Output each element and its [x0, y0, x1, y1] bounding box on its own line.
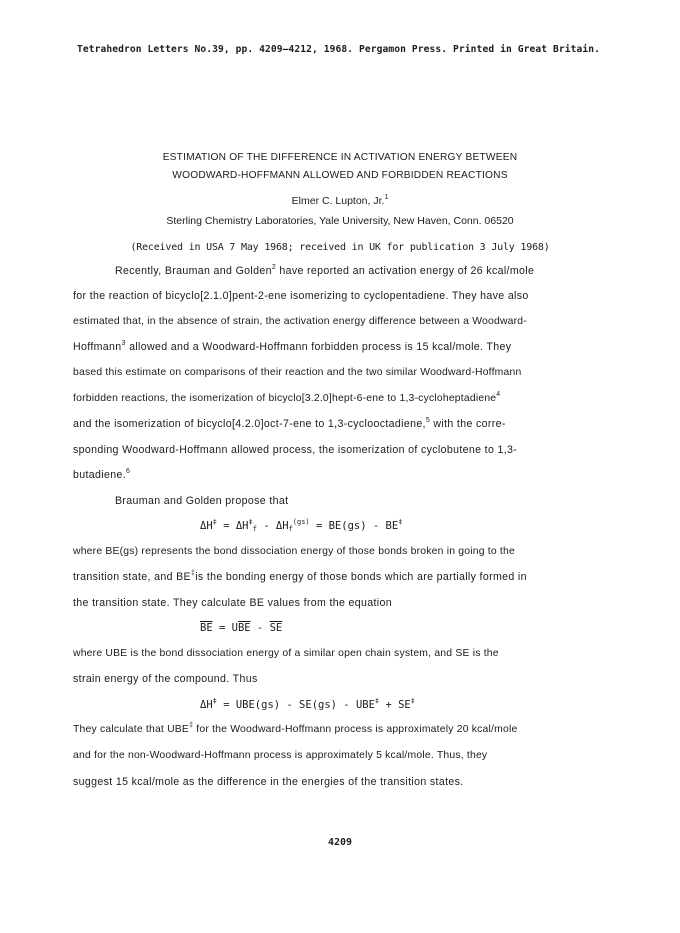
author-name: Elmer C. Lupton, Jr.$^1$	[291, 194, 389, 207]
paragraph-2-line-6: They calculate that UBE‡ for the Woodward-Hoffmann process is approximately 20 kcal/mole	[73, 722, 518, 735]
journal-citation-header: Tetrahedron Letters No.39, pp. 4209–4212, 1968. Pergamon Press. Printed in Great Britain.	[77, 44, 600, 55]
footnote-ref-4: 4	[496, 391, 501, 398]
paragraph-1-line-8: sponding Woodward-Hoffmann allowed process, the isomerization of cyclobutene to 1,3-	[73, 444, 518, 456]
received-dates: (Received in USA 7 May 1968; received in UK for publication 3 July 1968)	[130, 242, 550, 253]
paragraph-2-intro: Brauman and Golden propose that	[115, 495, 289, 507]
title-line-2: WOODWARD-HOFFMANN ALLOWED AND FORBIDDEN REACTIONS	[172, 170, 508, 181]
page-number: 4209	[327, 837, 353, 848]
footnote-ref-6: 6	[125, 468, 131, 475]
paragraph-1-line-4: Hoffmann$^3$ allowed and a Woodward-Hoffmann forbidden process is 15 kcal/mole. They	[73, 340, 512, 353]
equation-2: $\overline{BE} = U\overline{BE} - \overline{SE}$	[200, 622, 283, 634]
footnote-ref-3: 3	[121, 340, 126, 347]
paragraph-2-line-1: where BE(gs) represents the bond dissociation energy of those bonds broken in going to the	[73, 546, 515, 557]
paragraph-1-line-9: butadiene.$^6$	[73, 468, 131, 481]
equation-1: $\Delta H^\ddagger = \Delta H^\ddagger_f - \Delta H_f^{(gs)} = BE(gs) - BE^\ddagger$	[200, 518, 403, 533]
paragraph-2-line-4: where UBE is the bond dissociation energy of a similar open chain system, and SE is the	[73, 648, 499, 659]
paragraph-2-line-7: and for the non-Woodward-Hoffmann process is approximately 5 kcal/mole. Thus, they	[73, 750, 488, 761]
paragraph-2-line-8: suggest 15 kcal/mole as the difference in the energies of the transition states.	[73, 776, 464, 788]
footnote-ref-2: 2	[271, 264, 277, 271]
equation-3: ΔH‡ = UBE(gs) - SE(gs) - UBE‡ + SE‡	[200, 697, 415, 711]
paragraph-1-line-1: Recently, Brauman and Golden$^2$ have reported an activation energy of 26 kcal/mole	[115, 264, 535, 277]
paragraph-1-line-5: based this estimate on comparisons of their reaction and the two similar Woodward-Hoffmann	[73, 367, 522, 378]
title-line-1: ESTIMATION OF THE DIFFERENCE IN ACTIVATION ENERGY BETWEEN	[162, 152, 518, 163]
paragraph-1-line-2: for the reaction of bicyclo[2.1.0]pent-2-ene isomerizing to cyclopentadiene. They have also	[73, 290, 529, 302]
paragraph-2-line-5: strain energy of the compound. Thus	[73, 673, 258, 685]
paragraph-1-line-7: and the isomerization of bicyclo[4.2.0]oct-7-ene to 1,3-cyclooctadiene,$^5$ with the corre-	[73, 417, 506, 430]
paragraph-1-line-6: forbidden reactions, the isomerization of bicyclo[3.2.0]hept-6-ene to 1,3-cycloheptadiene$^4$	[73, 391, 501, 404]
affiliation: Sterling Chemistry Laboratories, Yale University, New Haven, Conn. 06520	[166, 215, 514, 227]
footnote-ref-1: 1	[384, 194, 389, 201]
footnote-ref-5: 5	[425, 417, 431, 424]
paragraph-1-line-3: estimated that, in the absence of strain, the activation energy difference between a Woodward-	[73, 316, 527, 327]
paragraph-2-line-3: the transition state. They calculate BE values from the equation	[73, 597, 392, 609]
paragraph-2-line-2: transition state, and BE‡is the bonding energy of those bonds which are partially formed in	[73, 570, 527, 583]
